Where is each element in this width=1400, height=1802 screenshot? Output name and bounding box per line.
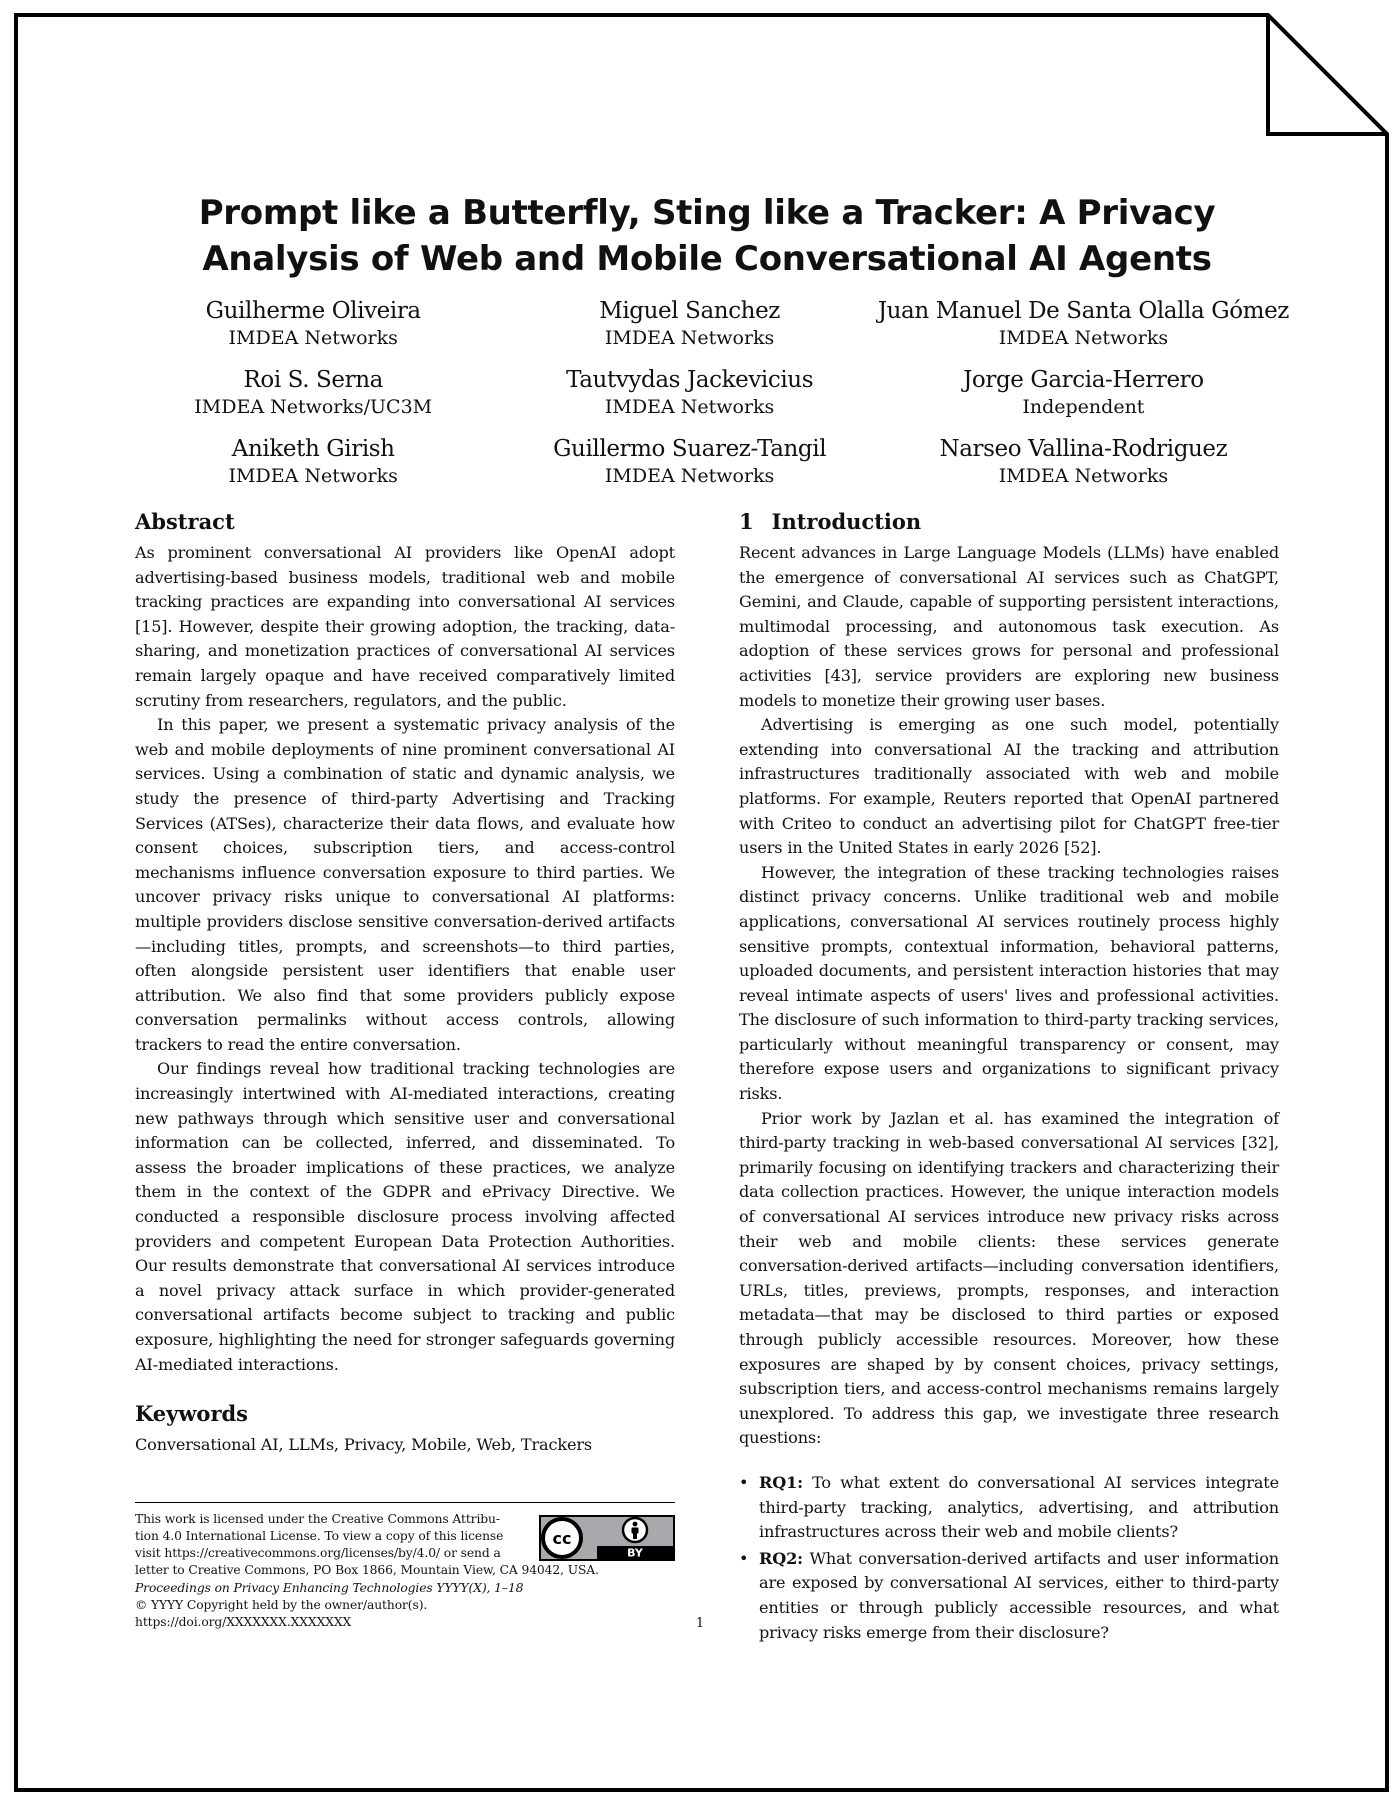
- rq-text: To what extent do conversational AI services integrate third-party tracking, analytics, advertising, and attribution infrastructures across their web and mobile clients?: [759, 1472, 1279, 1542]
- author-block: [878, 296, 1289, 351]
- author-name: Aniketh Girish: [231, 436, 395, 462]
- license-line: tion 4.0 International License. To view a copy of this license: [135, 1528, 504, 1543]
- keywords-text: Conversational AI, LLMs, Privacy, Mobile, Web, Trackers: [135, 1435, 592, 1455]
- author-affiliation: IMDEA Networks: [998, 327, 1169, 349]
- abstract-heading: Abstract: [135, 509, 235, 534]
- author-name: Juan Manuel De Santa Olalla Gómez: [877, 298, 1289, 324]
- author-grid: [125, 296, 1289, 489]
- intro-paragraph: However, the integration of these tracking technologies raises distinct privacy concerns. Unlike traditional web and mobile applications, conversational AI services routinely process highly sensitive prompts, contextual information, behavioral patterns, uploaded documents, and persistent interaction histories that may reveal intimate aspects of users' lives and professional activities. The disclosure of such information to third-party tracking services, particularly without meaningful transparency or consent, may therefore expose users and organizations to significant privacy risks.: [739, 862, 1279, 1104]
- license-text: [135, 1511, 535, 1563]
- author-block: [878, 365, 1289, 420]
- left-column: [135, 507, 675, 1647]
- author-name: Narseo Vallina-Rodriguez: [939, 436, 1228, 462]
- author-affiliation: IMDEA Networks: [228, 465, 398, 487]
- badge-by-label: BY: [627, 1546, 643, 1560]
- intro-paragraph: Advertising is emerging as one such model, potentially extending into conversational AI the tracking and attribution infrastructures traditionally associated with web and mobile platforms. For example, Reuters reported that OpenAI partnered with Criteo to conduct an advertising pilot for ChatGPT free-tier users in the United States in early 2026 [52].: [739, 715, 1279, 858]
- doi-line: https://doi.org/XXXXXXX.XXXXXXX: [135, 1615, 352, 1629]
- author-block: [501, 434, 877, 489]
- two-column-body: [135, 507, 1279, 1647]
- author-block: [501, 365, 877, 420]
- bullet-icon: •: [739, 1472, 749, 1492]
- author-affiliation: IMDEA Networks: [998, 465, 1169, 487]
- abstract-paragraph: As prominent conversational AI providers like OpenAI adopt advertising-based business models, traditional web and mobile tracking practices are expanding into conversational AI services [15]. However, despite their growing adoption, the tracking, data-sharing, and monetization practices of conversational AI services remain largely opaque and have received comparatively limited scrutiny from researchers, regulators, and the public.: [135, 543, 675, 710]
- page-number: 1: [695, 1616, 705, 1631]
- cc-by-badge: [539, 1515, 675, 1561]
- abstract-paragraph: Our findings reveal how traditional tracking technologies are increasingly intertwined with AI-mediated interactions, creating new pathways through which sensitive user and conversational information can be collected, inferred, and disseminated. To assess the broader implications of these practices, we analyze them in the context of the GDPR and ePrivacy Directive. We conducted a responsible disclosure process involving affected providers and competent European Data Protection Authorities. Our results demonstrate that conversational AI services introduce a novel privacy attack surface in which provider-generated conversational artifacts become subject to tracking and public exposure, highlighting the need for stronger safeguards governing AI-mediated interactions.: [135, 1059, 675, 1374]
- license-line: This work is licensed under the Creative Commons Attribu-: [135, 1511, 500, 1526]
- creative-commons-cc-icon: [543, 1519, 581, 1557]
- author-block: [878, 434, 1289, 489]
- author-affiliation: IMDEA Networks/UC3M: [194, 396, 433, 418]
- section-number: 1: [739, 509, 754, 534]
- bullet-icon: •: [739, 1548, 749, 1568]
- attribution-person-icon: [623, 1518, 647, 1542]
- proceedings-line: Proceedings on Privacy Enhancing Technologies YYYY(X), 1–18: [135, 1580, 524, 1595]
- author-block: [125, 365, 501, 420]
- right-column: [739, 507, 1279, 1647]
- author-affiliation: IMDEA Networks: [604, 327, 775, 349]
- research-question-item: [739, 1471, 1279, 1545]
- rq-label: RQ2:: [759, 1548, 803, 1568]
- author-name: Guillermo Suarez-Tangil: [553, 436, 827, 462]
- author-name: Tautvydas Jackevicius: [566, 367, 814, 393]
- paper-title: Prompt like a Butterfly, Sting like a Tracker: A Privacy Analysis of Web and Mobile Conversational AI Agents: [198, 193, 1216, 279]
- author-name: Guilherme Oliveira: [205, 298, 421, 324]
- license-line: visit https://creativecommons.org/licenses/by/4.0/ or send a: [135, 1546, 501, 1561]
- author-block: [501, 296, 877, 351]
- keywords-heading: Keywords: [135, 1401, 249, 1427]
- author-name: Miguel Sanchez: [599, 298, 781, 324]
- rq-label: RQ1:: [759, 1472, 803, 1492]
- author-affiliation: IMDEA Networks: [228, 327, 398, 349]
- paper-page: [135, 190, 1289, 1647]
- rq-text: What conversation-derived artifacts and user information are exposed by conversational AI services, either to third-party entities or through publicly accessible resources, and what privacy risks emerge from their disclosure?: [759, 1548, 1280, 1642]
- license-address: letter to Creative Commons, PO Box 1866, Mountain View, CA 94042, USA.: [135, 1563, 599, 1578]
- author-affiliation: IMDEA Networks: [604, 465, 775, 487]
- intro-paragraph: Prior work by Jazlan et al. has examined the integration of third-party tracking in web-based conversational AI services [32], primarily focusing on identifying trackers and characterizing their data collection practices. However, the unique interaction models of conversational AI services introduce new privacy risks across their web and mobile clients: these services generate conversation-derived artifacts—including conversation identifiers, URLs, titles, previews, prompts, responses, and interaction metadata—that may be disclosed to third parties or exposed through publicly accessible resources. Moreover, how these exposures are shaped by by consent choices, privacy settings, subscription tiers, and access-control mechanisms remains largely unexplored. To address this gap, we investigate three research questions:: [739, 1108, 1279, 1448]
- author-affiliation: IMDEA Networks: [604, 396, 775, 418]
- badge-cc-label: cc: [552, 1528, 572, 1548]
- author-affiliation: Independent: [1022, 396, 1145, 418]
- intro-paragraph: Recent advances in Large Language Models (LLMs) have enabled the emergence of conversational AI services such as ChatGPT, Gemini, and Claude, capable of supporting persistent interactions, multimodal processing, and autonomous task execution. As adoption of these services grows for personal and professional activities [43], service providers are exploring new business models to monetize their growing user bases.: [739, 543, 1279, 710]
- author-block: [125, 434, 501, 489]
- license-footnote: [135, 1502, 675, 1631]
- section-title: Introduction: [771, 509, 922, 534]
- introduction-heading: [739, 507, 1279, 537]
- author-name: Roi S. Serna: [243, 367, 383, 393]
- author-name: Jorge Garcia-Herrero: [963, 367, 1204, 393]
- abstract-paragraph: In this paper, we present a systematic privacy analysis of the web and mobile deployments of nine prominent conversational AI services. Using a combination of static and dynamic analysis, we study the presence of third-party Advertising and Tracking Services (ATSes), characterize their data flows, and evaluate how consent choices, subscription tiers, and access-control mechanisms influence conversation exposure to third parties. We uncover privacy risks unique to conversational AI platforms: multiple providers disclose sensitive conversation-derived artifacts—including titles, prompts, and screenshots—to third parties, often alongside persistent user identifiers that enable user attribution. We also find that some providers publicly expose conversation permalinks without access controls, allowing trackers to read the entire conversation.: [135, 715, 675, 1054]
- copyright-line: © YYYY Copyright held by the owner/author(s).: [135, 1597, 428, 1612]
- author-block: [125, 296, 501, 351]
